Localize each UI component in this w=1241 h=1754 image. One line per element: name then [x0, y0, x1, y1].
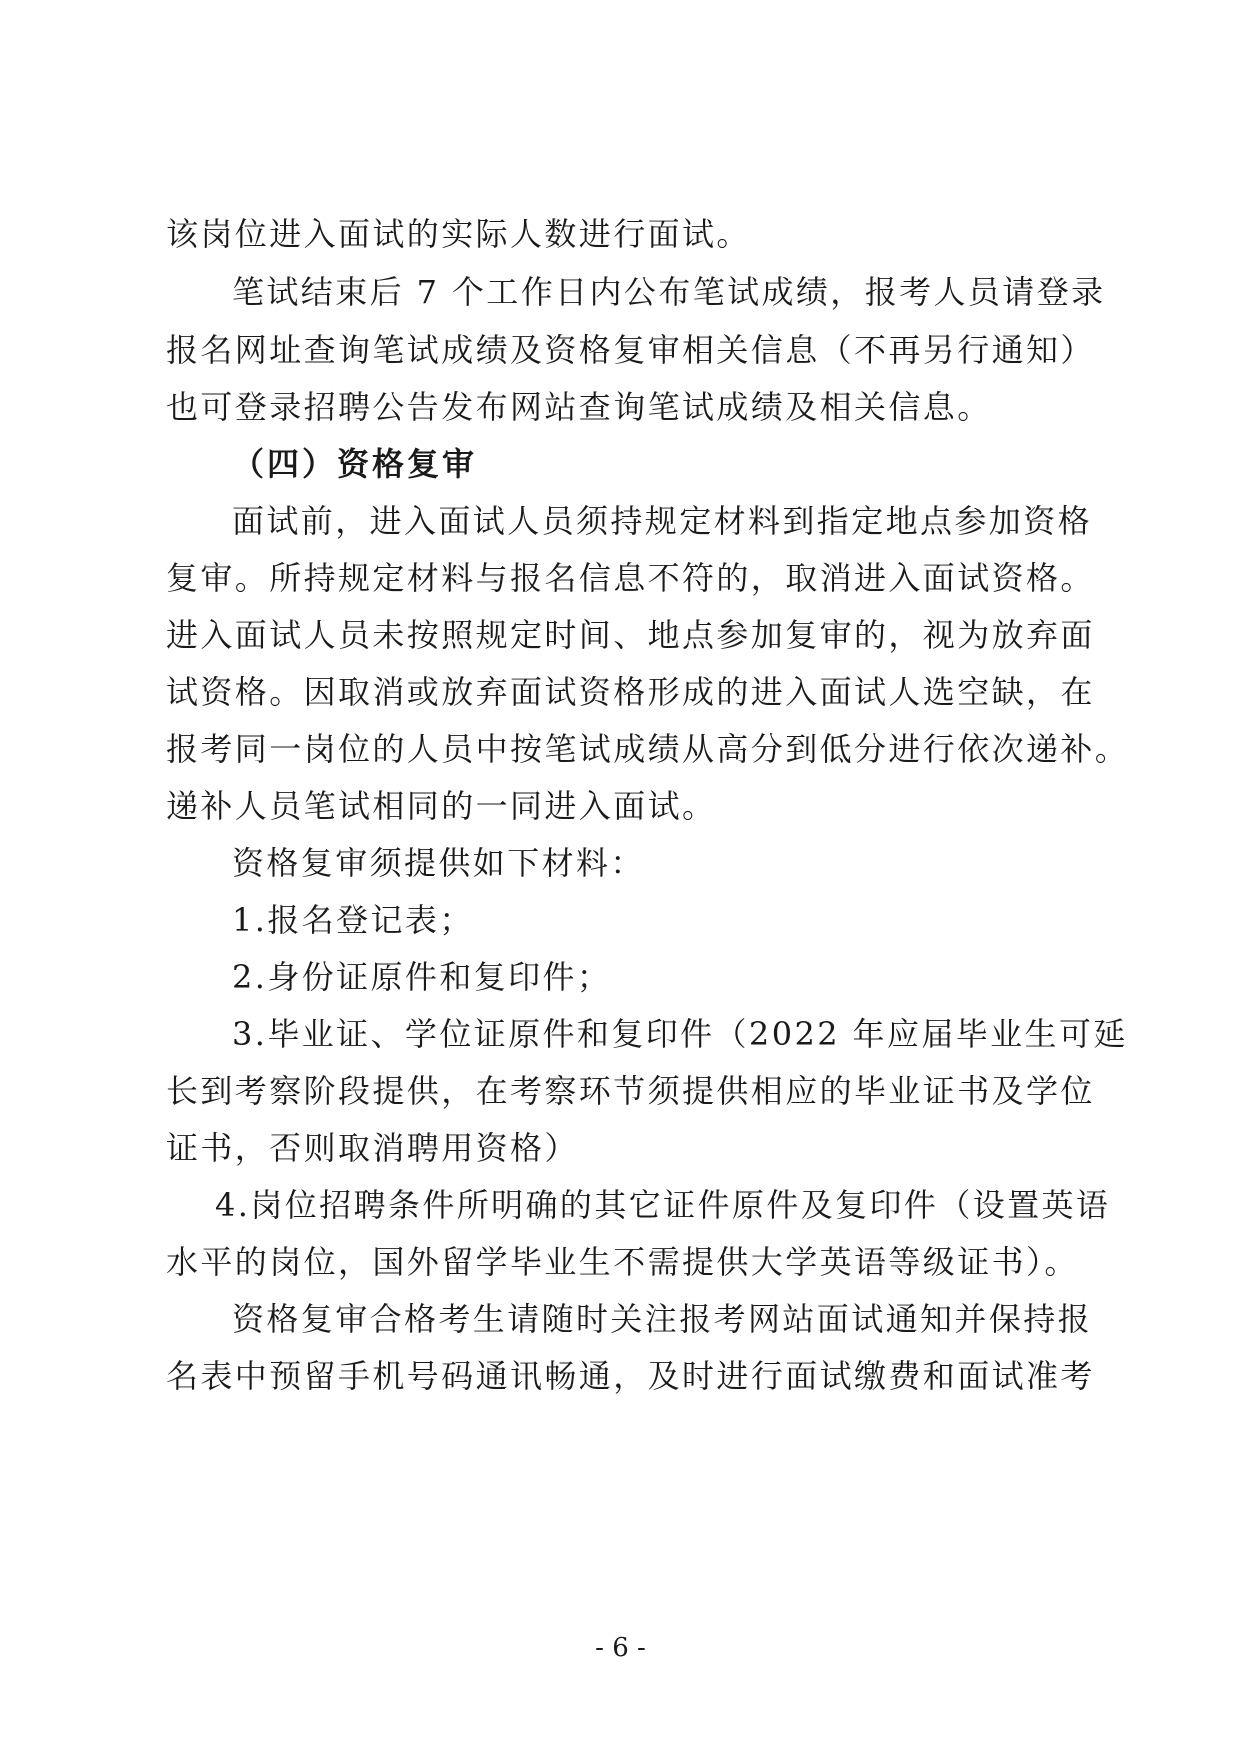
- paragraph-line: 进入面试人员未按照规定时间、地点参加复审的，视为放弃面: [166, 616, 1095, 654]
- list-item: 4.岗位招聘条件所明确的其它证件原件及复印件（设置英语: [215, 1186, 1111, 1224]
- paragraph-line: 试资格。因取消或放弃面试资格形成的进入面试人选空缺，在: [166, 673, 1095, 711]
- paragraph-line: 笔试结束后 7 个工作日内公布笔试成绩，报考人员请登录: [232, 273, 1106, 311]
- page-number: - 6 -: [595, 1633, 646, 1663]
- paragraph-line: 证书，否则取消聘用资格）: [166, 1129, 579, 1167]
- paragraph-line: 资格复审合格考生请随时关注报考网站面试通知并保持报: [232, 1300, 1093, 1338]
- paragraph-line: 报考同一岗位的人员中按笔试成绩从高分到低分进行依次递补。: [166, 730, 1130, 768]
- paragraph-line: 名表中预留手机号码通讯畅通，及时进行面试缴费和面试准考: [166, 1357, 1095, 1395]
- paragraph-line: 复审。所持规定材料与报名信息不符的，取消进入面试资格。: [166, 559, 1095, 597]
- paragraph-line: 面试前，进入面试人员须持规定材料到指定地点参加资格: [232, 502, 1093, 540]
- paragraph-line: 也可登录招聘公告发布网站查询笔试成绩及相关信息。: [166, 388, 992, 426]
- paragraph-line: 资格复审须提供如下材料：: [232, 844, 645, 882]
- list-item: 2.身份证原件和复印件；: [232, 958, 612, 996]
- paragraph-line: 递补人员笔试相同的一同进入面试。: [166, 787, 717, 825]
- paragraph-line: 水平的岗位，国外留学毕业生不需提供大学英语等级证书）。: [166, 1243, 1079, 1281]
- paragraph-line: 报名网址查询笔试成绩及资格复审相关信息（不再另行通知）: [166, 331, 1095, 369]
- list-item: 3.毕业证、学位证原件和复印件（2022 年应届毕业生可延: [232, 1015, 1128, 1053]
- paragraph-line: 长到考察阶段提供，在考察环节须提供相应的毕业证书及学位: [166, 1072, 1095, 1110]
- list-item: 1.报名登记表；: [232, 901, 474, 939]
- paragraph-line: 该岗位进入面试的实际人数进行面试。: [166, 215, 751, 253]
- section-heading: （四）资格复审: [232, 445, 478, 483]
